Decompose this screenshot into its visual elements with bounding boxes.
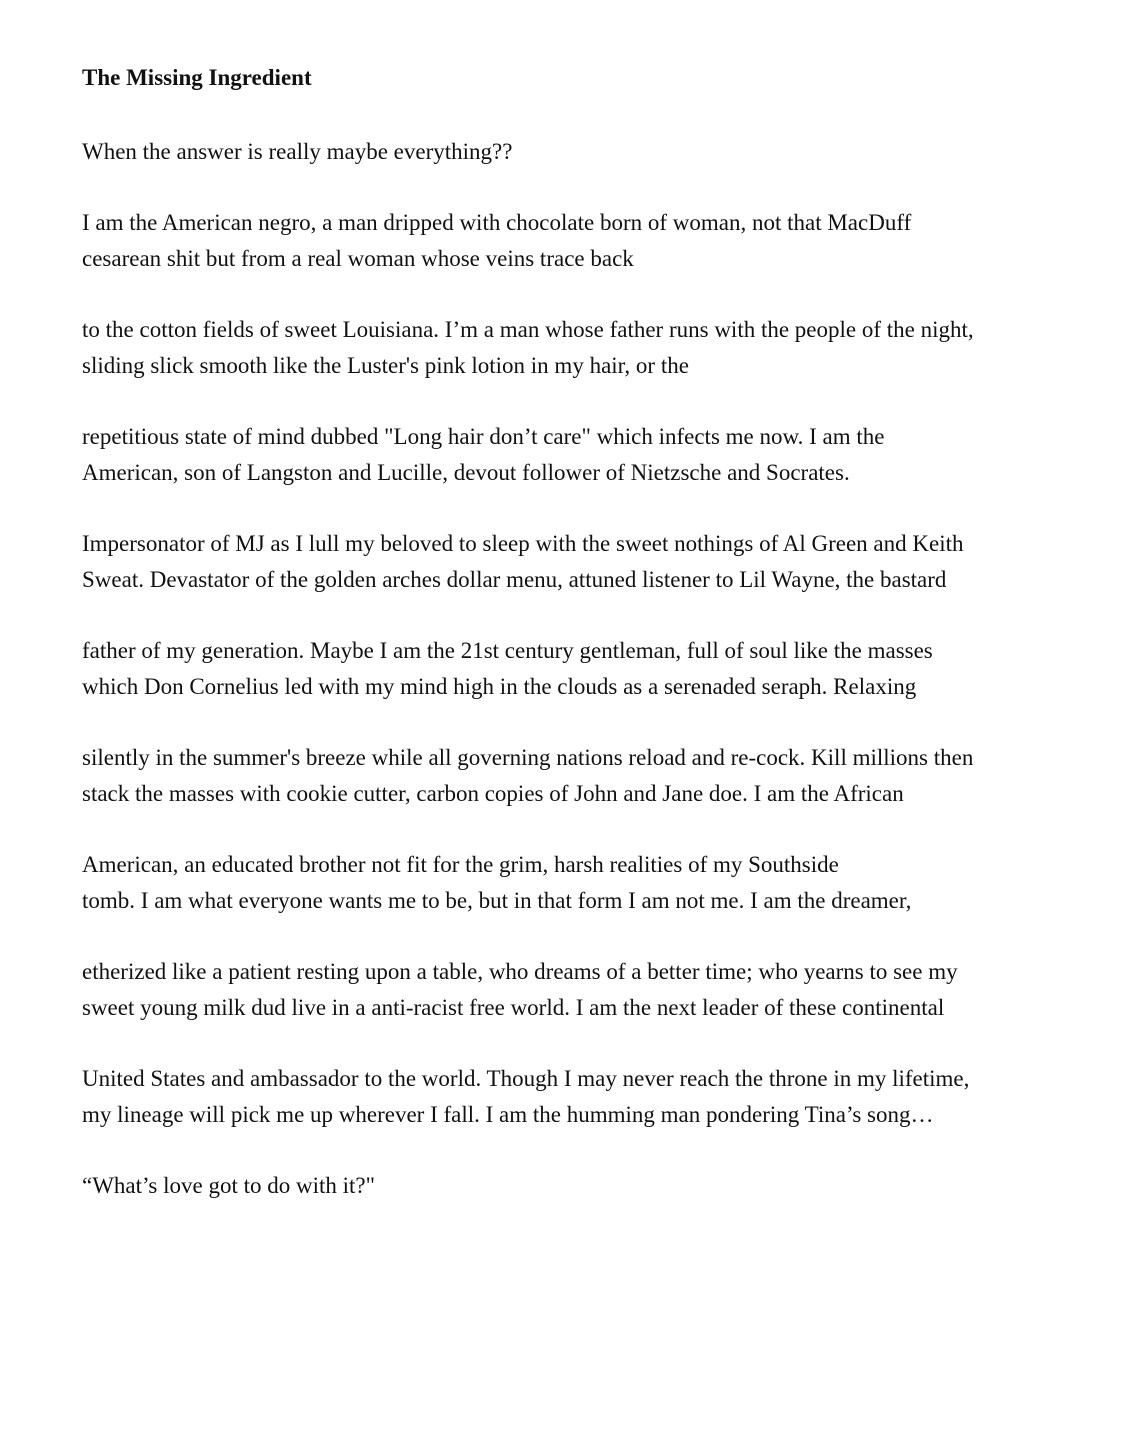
- stanza-line: sweet young milk dud live in a anti-racist free world. I am the next leader of these continental: [82, 995, 945, 1020]
- stanza: [82, 419, 1072, 491]
- stanza: [82, 312, 1072, 384]
- stanza-line: Impersonator of MJ as I lull my beloved to sleep with the sweet nothings of Al Green and Keith: [82, 531, 964, 556]
- stanza-line: stack the masses with cookie cutter, carbon copies of John and Jane doe. I am the African: [82, 781, 904, 806]
- stanza: [82, 205, 1072, 277]
- stanza: [82, 526, 1072, 598]
- stanza-line: American, an educated brother not fit for the grim, harsh realities of my Southside: [82, 852, 839, 877]
- stanza: [82, 633, 1072, 705]
- document-subtitle: When the answer is really maybe everything??: [82, 139, 513, 164]
- stanza-line: silently in the summer's breeze while all governing nations reload and re-cock. Kill millions then: [82, 745, 974, 770]
- stanza-line: Sweat. Devastator of the golden arches dollar menu, attuned listener to Lil Wayne, the bastard: [82, 567, 947, 592]
- stanza-line: sliding slick smooth like the Luster's pink lotion in my hair, or the: [82, 353, 689, 378]
- stanza-line: United States and ambassador to the world. Though I may never reach the throne in my lifetime,: [82, 1066, 970, 1091]
- stanza: [82, 954, 1072, 1026]
- document-title: The Missing Ingredient: [82, 65, 312, 90]
- stanza-line: tomb. I am what everyone wants me to be, but in that form I am not me. I am the dreamer,: [82, 888, 912, 913]
- stanza-line: which Don Cornelius led with my mind high in the clouds as a serenaded seraph. Relaxing: [82, 674, 917, 699]
- document-page: [82, 60, 1072, 1204]
- stanza-line: to the cotton fields of sweet Louisiana. I’m a man whose father runs with the people of the night,: [82, 317, 974, 342]
- stanza-line: repetitious state of mind dubbed "Long hair don’t care" which infects me now. I am the: [82, 424, 885, 449]
- stanza-line: I am the American negro, a man dripped with chocolate born of woman, not that MacDuff: [82, 210, 912, 235]
- stanza-line: etherized like a patient resting upon a table, who dreams of a better time; who yearns to see my: [82, 959, 958, 984]
- stanza-line: American, son of Langston and Lucille, devout follower of Nietzsche and Socrates.: [82, 460, 850, 485]
- stanza-line: father of my generation. Maybe I am the 21st century gentleman, full of soul like the masses: [82, 638, 933, 663]
- stanza: [82, 847, 1072, 919]
- stanza-line: my lineage will pick me up wherever I fall. I am the humming man pondering Tina’s song…: [82, 1102, 934, 1127]
- stanza: [82, 1061, 1072, 1133]
- closing-line: “What’s love got to do with it?": [82, 1173, 376, 1198]
- stanza-line: cesarean shit but from a real woman whose veins trace back: [82, 246, 634, 271]
- stanza: [82, 740, 1072, 812]
